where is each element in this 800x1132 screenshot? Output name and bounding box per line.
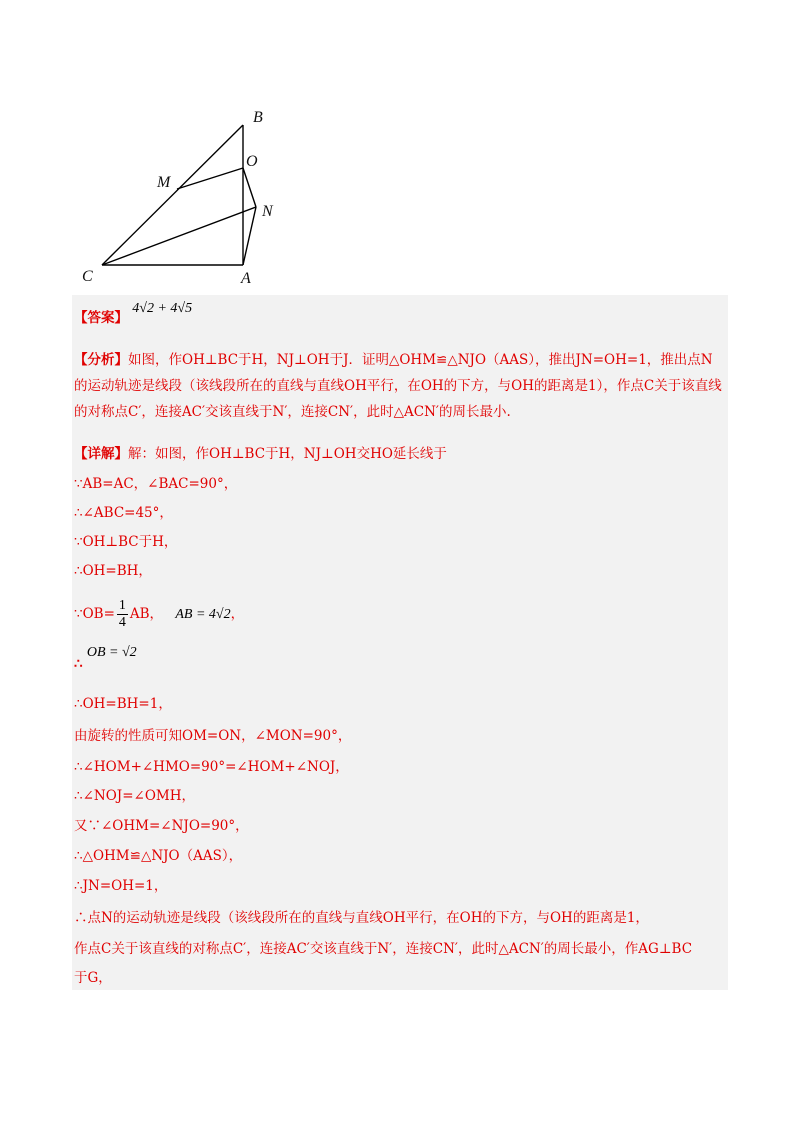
- answer-row: [74, 301, 724, 328]
- detail-line-5: [74, 597, 724, 631]
- analysis-tag: 【分析】: [74, 352, 128, 368]
- segment-CN: [102, 207, 256, 265]
- label-N: N: [262, 203, 273, 220]
- detail-intro-text: 解：如图，作OH⊥BC于H，NJ⊥OH交HO延长线于: [128, 446, 447, 462]
- label-A: A: [241, 270, 251, 287]
- label-O: O: [246, 153, 258, 170]
- analysis-text: 如图，作OH⊥BC于H，NJ⊥OH于J．证明△OHM≌△NJO（AAS），推出JN=OH=1，推出点N的运动轨迹是线段（该线段所在的直线与直线OH平行，在OH的下方，与OH的距离是1），作点C关于该直线的对称点C′，连接AC′交该直线于N′，连接CN′，此时△ACN′的周长最小.: [74, 352, 722, 420]
- detail-line-5-d: ，: [230, 606, 245, 622]
- fraction-numerator: 1: [118, 598, 126, 613]
- detail-line-7: ∴OH=BH=1，: [74, 696, 172, 712]
- detail-line-13: ∴JN=OH=1，: [74, 878, 168, 894]
- fraction-one-quarter: [117, 598, 128, 631]
- geometry-figure: [70, 100, 290, 290]
- detail-line-16: 于G，: [74, 970, 112, 986]
- detail-line-3: ∵OH⊥BC于H，: [74, 534, 178, 550]
- detail-line-5-c: AB = 4√2: [175, 607, 231, 622]
- detail-line-5-b: AB，: [129, 606, 164, 622]
- detail-line-10: ∴∠NOJ=∠OMH，: [74, 788, 195, 804]
- detail-intro: [74, 445, 724, 463]
- detail-line-1: ∵AB=AC，∠BAC=90°，: [74, 476, 238, 492]
- detail-line-6: [74, 645, 724, 675]
- detail-line-6-b: OB = √2: [86, 645, 137, 660]
- label-C: C: [82, 268, 93, 285]
- fraction-denominator: 4: [118, 615, 126, 630]
- detail-line-4: ∴OH=BH，: [74, 563, 152, 579]
- answer-value: 4√2 + 4√5: [132, 301, 193, 316]
- segment-CB: [102, 125, 243, 265]
- analysis-paragraph: [74, 347, 724, 425]
- detail-line-6-a: ∴: [74, 656, 83, 672]
- detail-line-12: ∴△OHM≌△NJO（AAS），: [74, 848, 243, 864]
- detail-line-15: 作点C关于该直线的对称点C′，连接AC′交该直线于N′，连接CN′，此时△ACN′的周长最小，作AG⊥BC: [74, 941, 693, 957]
- detail-line-5-a: ∵OB=: [74, 606, 115, 622]
- segment-NA: [243, 207, 256, 265]
- detail-line-14: ∴点N的运动轨迹是线段（该线段所在的直线与直线OH平行，在OH的下方，与OH的距离是1，: [74, 910, 649, 926]
- detail-line-11: 又∵∠OHM=∠NJO=90°，: [74, 818, 249, 834]
- segment-ON: [243, 168, 256, 207]
- label-B: B: [253, 109, 263, 126]
- detail-tag: 【详解】: [74, 446, 128, 462]
- solution-panel: [72, 295, 728, 990]
- answer-tag: 【答案】: [74, 310, 128, 326]
- label-M: M: [157, 174, 171, 191]
- detail-line-9: ∴∠HOM+∠HMO=90°=∠HOM+∠NOJ，: [74, 759, 349, 775]
- detail-line-2: ∴∠ABC=45°，: [74, 505, 173, 521]
- detail-line-8: 由旋转的性质可知OM=ON，∠MON=90°，: [74, 728, 352, 744]
- segment-MO: [177, 168, 243, 189]
